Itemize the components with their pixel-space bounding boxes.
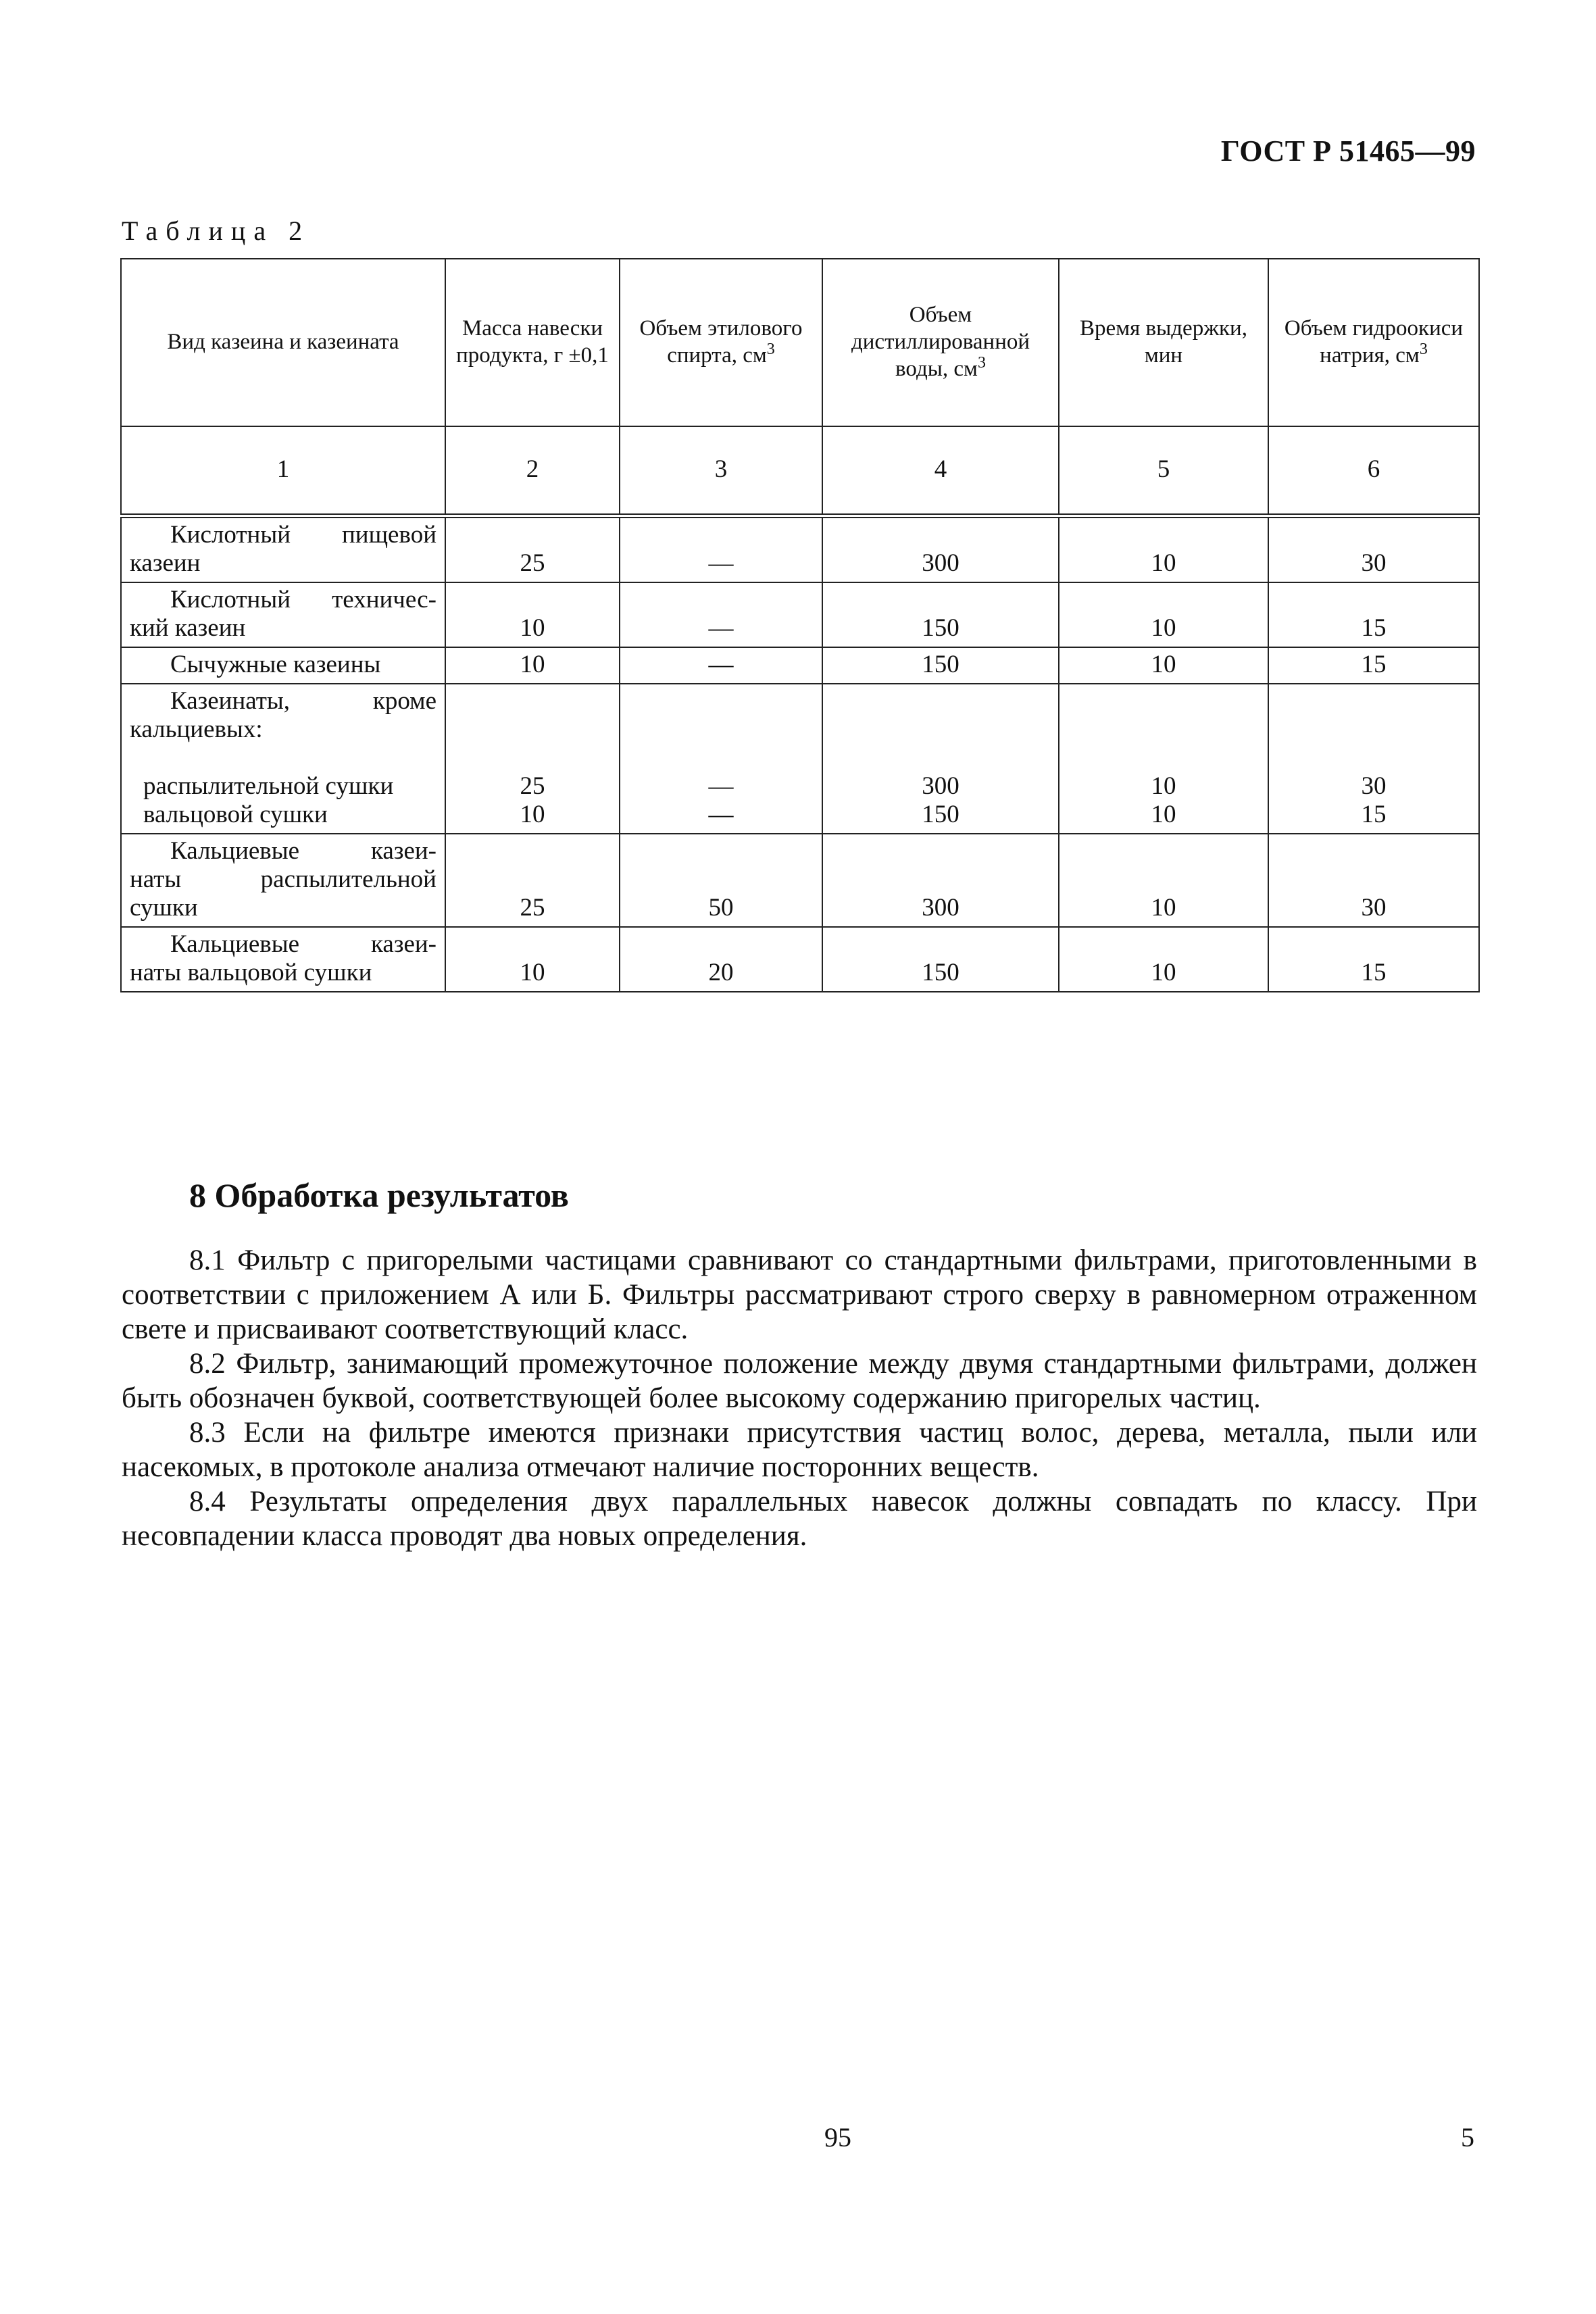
cell-value: 15 [1268, 582, 1479, 647]
column-number: 5 [1059, 426, 1268, 516]
casein-table [120, 258, 1480, 992]
table-row [121, 647, 1479, 684]
table-caption: Таблица 2 [122, 216, 311, 246]
cell-value: 10 [445, 582, 620, 647]
table-row [121, 516, 1479, 583]
table-row [121, 834, 1479, 927]
cell-value: 25 [445, 516, 620, 583]
cell-value: 30 15 [1268, 684, 1479, 834]
column-number: 1 [121, 426, 445, 516]
cell-value: — — [620, 684, 822, 834]
row-name: Кислотный техничес- кий казеин [121, 582, 445, 647]
cell-value: 15 [1268, 927, 1479, 992]
cell-value: 150 [822, 927, 1059, 992]
cell-value: 300 [822, 834, 1059, 927]
cell-value: 10 [1059, 927, 1268, 992]
column-number-row [121, 426, 1479, 516]
column-header: Объем дистиллированной воды, $см^3$ [822, 259, 1059, 426]
row-name: Сычужные казеины [121, 647, 445, 684]
paragraph: 8.1 Фильтр с пригорелыми частицами сравнивают со стандартными фильтрами, приготовленными в соответствии с приложением А или Б. Фильтры рассматривают строго сверху в равномерном отраженном свете и присваивают соответствующий класс. [122, 1244, 1477, 1345]
page-number-right: 5 [1461, 2122, 1474, 2153]
section-body [122, 1243, 1477, 1553]
cell-value: 15 [1268, 647, 1479, 684]
page-header-standard: ГОСТ Р 51465—99 [1220, 134, 1476, 168]
cell-value: 25 10 [445, 684, 620, 834]
row-name: Кальциевые казеи- наты вальцовой сушки [121, 927, 445, 992]
row-name: Кислотный пищевой казеин [121, 516, 445, 583]
cell-value: 10 [445, 647, 620, 684]
cell-value: 150 [822, 647, 1059, 684]
cell-value: 300 [822, 516, 1059, 583]
paragraph: 8.3 Если на фильтре имеются признаки присутствия частиц волос, дерева, металла, пыли или насекомых, в протоколе анализа отмечают наличие посторонних веществ. [122, 1417, 1477, 1483]
cell-value: 300 150 [822, 684, 1059, 834]
cell-value: 25 [445, 834, 620, 927]
column-header: Время выдержки, мин [1059, 259, 1268, 426]
cell-value: 10 10 [1059, 684, 1268, 834]
paragraph: 8.2 Фильтр, занимающий промежуточное положение между двумя стандартными фильтрами, должен быть обозначен буквой, соответствующей более высокому содержанию пригорелых частиц. [122, 1348, 1477, 1414]
cell-value: 10 [1059, 647, 1268, 684]
cell-value: 10 [1059, 582, 1268, 647]
cell-value: 10 [1059, 516, 1268, 583]
cell-value: 20 [620, 927, 822, 992]
column-header: Масса навески продукта, г ±0,1 [445, 259, 620, 426]
column-number: 2 [445, 426, 620, 516]
cell-value: 30 [1268, 516, 1479, 583]
page-number-center: 95 [824, 2122, 851, 2153]
table-row [121, 684, 1479, 834]
cell-value: 150 [822, 582, 1059, 647]
column-header: Вид казеина и казеината [121, 259, 445, 426]
column-header: Объем этилового спирта, $см^3$ [620, 259, 822, 426]
cell-value: — [620, 647, 822, 684]
paragraph: 8.4 Результаты определения двух параллельных навесок должны совпадать по классу. При несовпадении класса проводят два новых определения. [122, 1486, 1477, 1552]
cell-value: — [620, 516, 822, 583]
cell-value: 10 [1059, 834, 1268, 927]
column-header: Объем гидроокиси натрия, $см^3$ [1268, 259, 1479, 426]
cell-value: 30 [1268, 834, 1479, 927]
table-row [121, 927, 1479, 992]
table-header-row [121, 259, 1479, 426]
subrow-name: распылительной сушки [143, 772, 394, 800]
subrow-name: вальцовой сушки [143, 801, 328, 828]
row-name: Казеинаты, кроме кальциевых: распылительной сушки вальцовой сушки [121, 684, 445, 834]
column-number: 4 [822, 426, 1059, 516]
cell-value: 50 [620, 834, 822, 927]
row-name: Кальциевые казеи- наты распылительной сушки [121, 834, 445, 927]
column-number: 3 [620, 426, 822, 516]
cell-value: — [620, 582, 822, 647]
cell-value: 10 [445, 927, 620, 992]
table-row [121, 582, 1479, 647]
section-title: 8 Обработка результатов [189, 1176, 569, 1214]
column-number: 6 [1268, 426, 1479, 516]
